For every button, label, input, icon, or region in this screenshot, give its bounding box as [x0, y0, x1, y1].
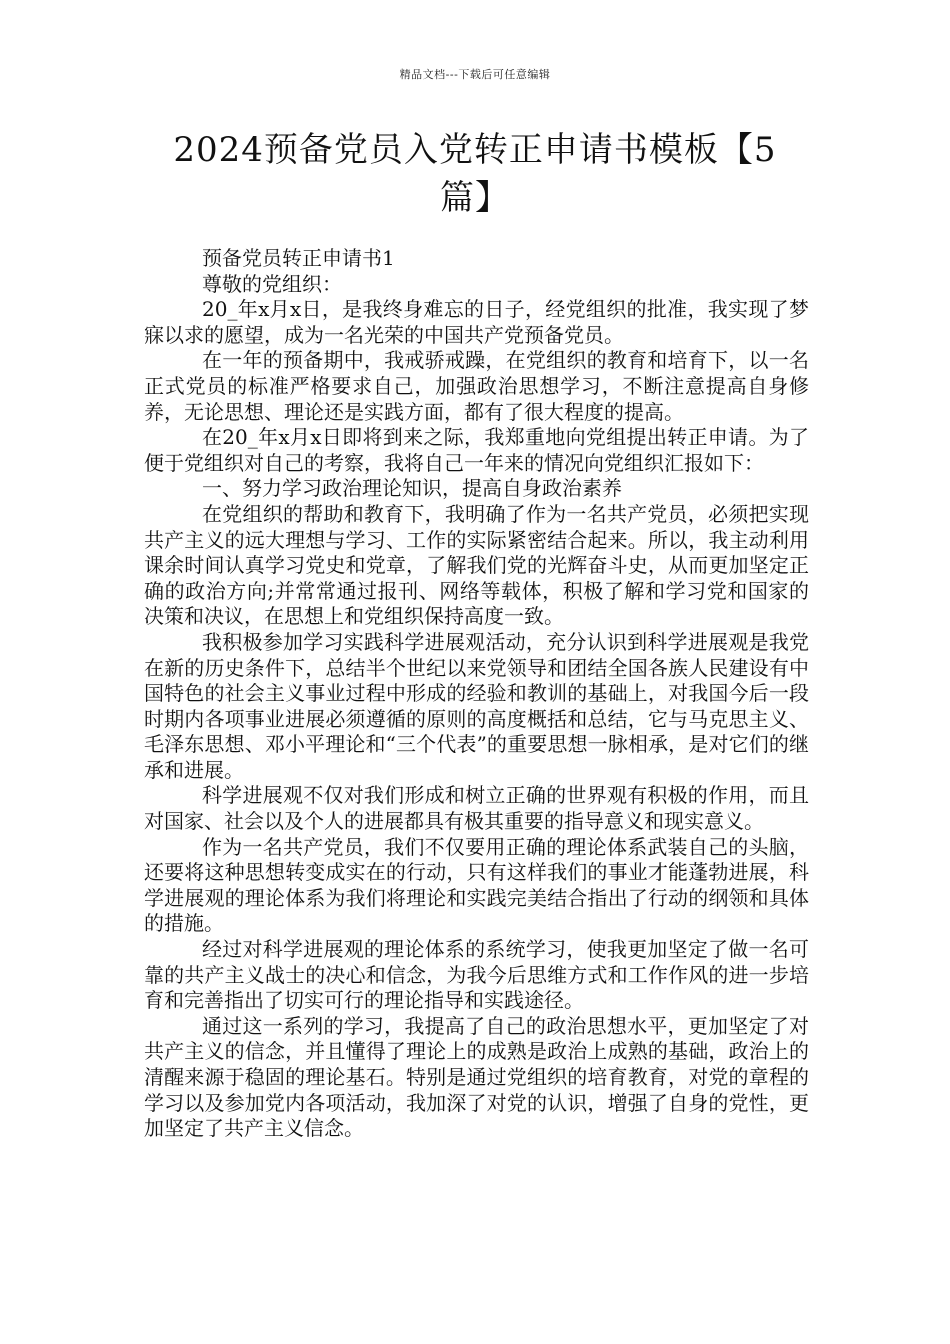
section-label: 预备党员转正申请书1	[202, 246, 395, 270]
body-paragraph: 我积极参加学习实践科学进展观活动，充分认识到科学进展观是我党在新的历史条件下，总结半个世纪以来党领导和团结全国各族人民建设有中国特色的社会主义事业过程中形成的经验和教训的基础上，对我国今后一段时期内各项事业进展必须遵循的原则的高度概括和总结，它与马克思主义、毛泽东思想、邓小平理论和“三个代表”的重要思想一脉相承，是对它们的继承和进展。	[144, 629, 809, 782]
body-paragraph: 作为一名共产党员，我们不仅要用正确的理论体系武装自己的头脑，还要将这种思想转变成实在的行动，只有这样我们的事业才能蓬勃进展，科学进展观的理论体系为我们将理论和实践完美结合指出了行动的纲领和具体的措施。	[144, 834, 809, 936]
body-paragraph: 在20_年x月x日即将到来之际，我郑重地向党组提出转正申请。为了便于党组织对自己的考察，我将自己一年来的情况向党组织汇报如下：	[144, 425, 809, 475]
body-paragraph: 在一年的预备期中，我戒骄戒躁，在党组织的教育和培育下，以一名正式党员的标准严格要求自己，加强政治思想学习，不断注意提高自身修养，无论思想、理论还是实践方面，都有了很大程度的提高。	[144, 348, 809, 424]
body-paragraph: 在党组织的帮助和教育下，我明确了作为一名共产党员，必须把实现共产主义的远大理想与学习、工作的实际紧密结合起来。所以，我主动利用课余时间认真学习党史和党章，了解我们党的光辉奋斗史，从而更加坚定正确的政治方向;并常常通过报刊、网络等载体，积极了解和学习党和国家的决策和决议，在思想上和党组织保持高度一致。	[144, 501, 809, 629]
section-heading: 一、努力学习政治理论知识，提高自身政治素养	[202, 476, 622, 501]
body-paragraph: 通过这一系列的学习，我提高了自己的政治思想水平，更加坚定了对共产主义的信念，并且懂得了理论上的成熟是政治上成熟的基础，政治上的清醒来源于稳固的理论基石。特别是通过党组织的培育教育，对党的章程的学习以及参加党内各项活动，我加深了对党的认识，增强了自身的党性，更加坚定了共产主义信念。	[144, 1013, 809, 1141]
body-paragraph: 科学进展观不仅对我们形成和树立正确的世界观有积极的作用，而且对国家、社会以及个人的进展都具有极其重要的指导意义和现实意义。	[144, 783, 809, 834]
header-note: 精品文档---下载后可任意编辑	[399, 68, 551, 81]
document-title: 2024预备党员入党转正申请书模板【5篇】	[173, 130, 777, 218]
document-body	[144, 246, 809, 1142]
salutation: 尊敬的党组织：	[202, 271, 342, 296]
body-paragraph: 经过对科学进展观的理论体系的系统学习，使我更加坚定了做一名可靠的共产主义战士的决心和信念，为我今后思维方式和工作作风的进一步培育和完善指出了切实可行的理论指导和实践途径。	[144, 937, 809, 1013]
body-paragraph: 20_年x月x日，是我终身难忘的日子，经党组织的批准，我实现了梦寐以求的愿望，成为一名光荣的中国共产党预备党员。	[144, 297, 809, 347]
